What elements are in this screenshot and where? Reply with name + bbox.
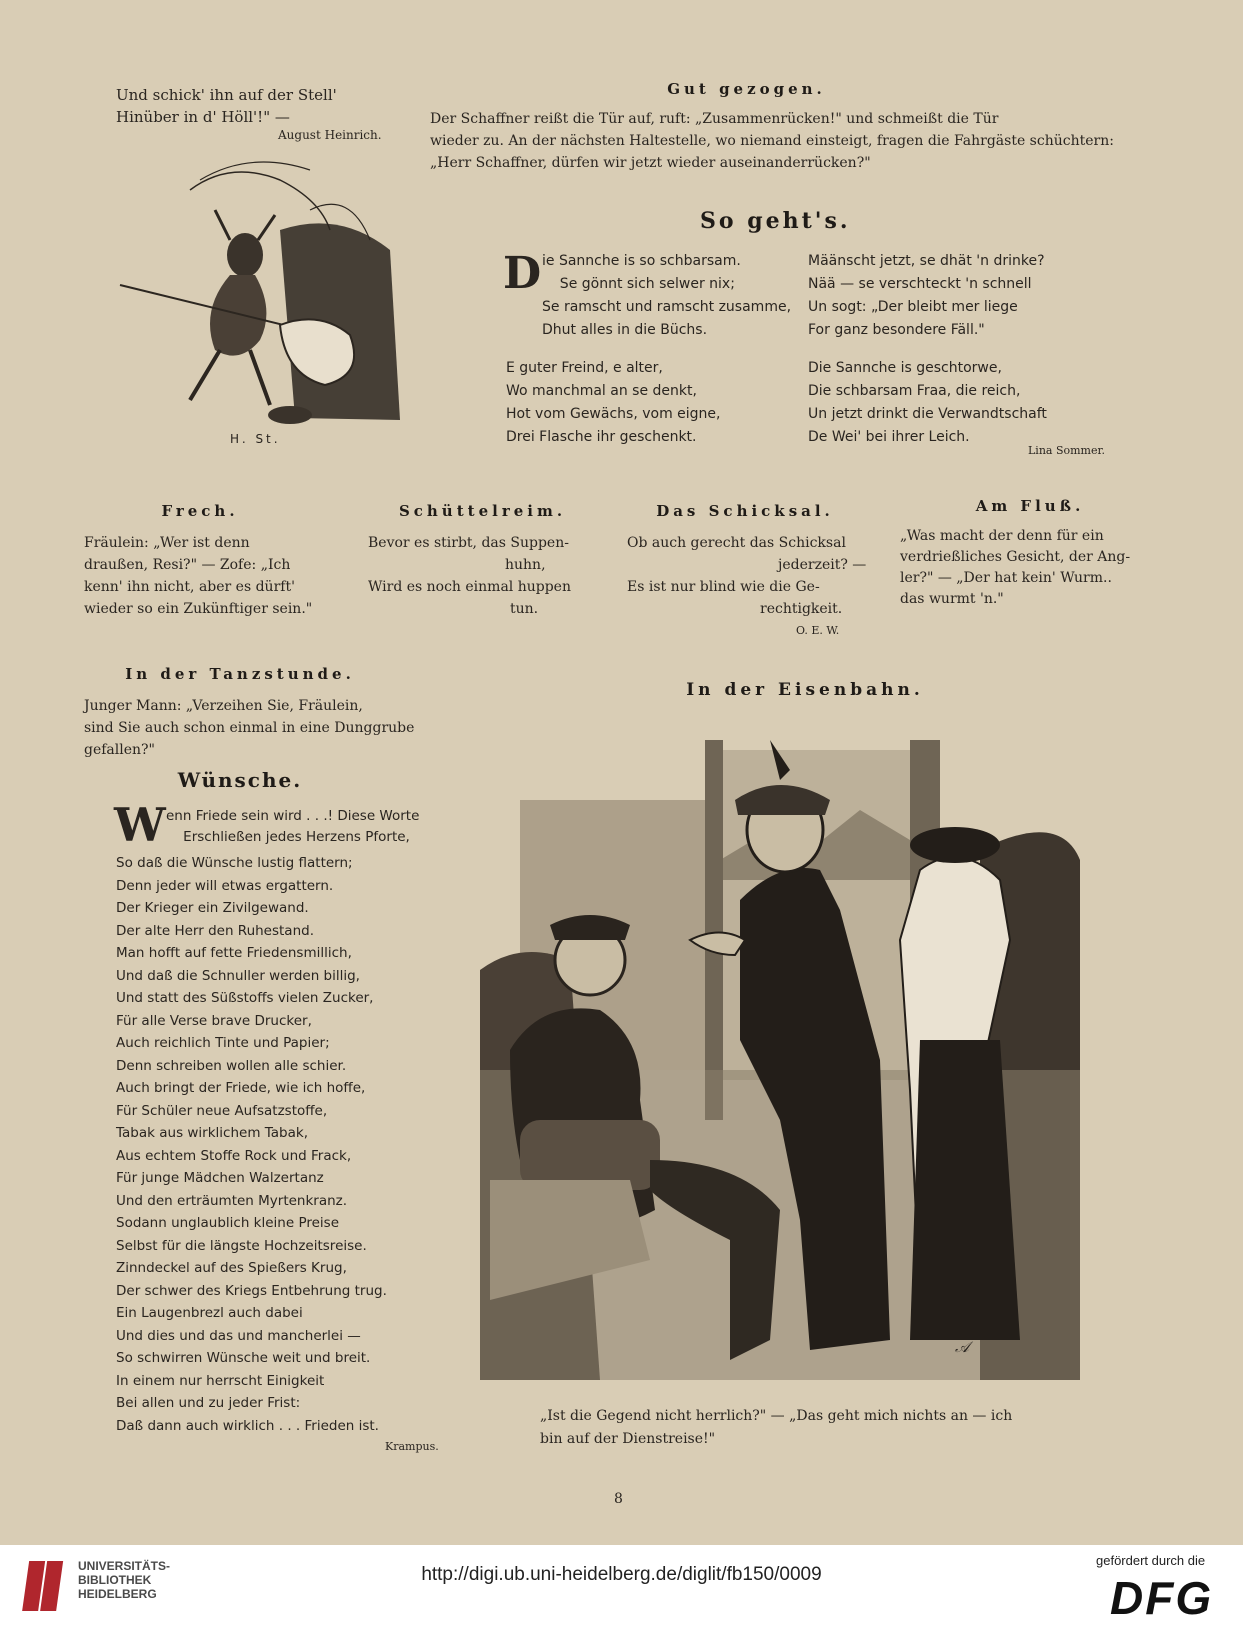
page-url-link[interactable]: http://digi.ub.uni-heidelberg.de/diglit/fb150/0009 (421, 1564, 822, 1585)
so-gehts-col2-stanza1: Määnscht jetzt, se dhät 'n drinke? Nää — se verschteckt 'n schnell Un sogt: „Der bleibt mer liege For ganz besondere Fäll." (808, 253, 1045, 338)
train-illustration-signature: 𝒜 (955, 1338, 970, 1356)
top-left-verse: Und schick' ihn auf der Stell' Hinüber in d' Höll'!" — (116, 86, 337, 126)
devil-illustration (80, 150, 410, 460)
dfg-logo: DFG (1110, 1572, 1214, 1624)
frech-text: Fräulein: „Wer ist denn draußen, Resi?" — Zofe: „Ich kenn' ihn nicht, aber es dürft' wieder so ein Zukünftiger sein." (84, 535, 313, 617)
illustration-signature: H. St. (230, 432, 281, 446)
so-gehts-col1-stanza1: ie Sannche is so schbarsam. Se gönnt sich selwer nix; Se ramscht und ramscht zusamme, Dhut alles in die Büchs. (542, 253, 792, 338)
gut-gezogen-text: Der Schaffner reißt die Tür auf, ruft: „Zusammenrücken!" und schmeißt die Tür wieder zu. An der nächsten Haltestelle, wo niemand einsteigt, fragen die Fahrgäste schüchtern: „Herr Schaffner, dürfen wir jetzt wieder auseinanderrücken?" (430, 111, 1114, 171)
so-gehts-col1-stanza2: E guter Freind, e alter, Wo manchmal an se denkt, Hot vom Gewächs, vom eigne, Drei Flasche ihr geschenkt. (506, 360, 721, 445)
so-gehts-col2-stanza2: Die Sannche is geschtorwe, Die schbarsam Fraa, die reich, Un jetzt drinkt die Verwandtschaft De Wei' bei ihrer Leich. (808, 360, 1047, 445)
schuettelreim-line1: Bevor es stirbt, das Suppen- (368, 535, 569, 551)
eisenbahn-title: In der Eisenbahn. (686, 680, 924, 700)
wuensche-lines: So daß die Wünsche lustig flattern; Denn jeder will etwas ergattern. Der Krieger ein Zivilgewand. Der alte Herr den Ruhestand. Man hofft auf fette Friedensmillich, Und daß die Schnuller werden billig, Und statt des Süßstoffs vielen Zucker, Für alle Verse brave Drucker, Auch reichlich Tinte und Papier; Denn schreiben wollen alle schier. Auch bringt der Friede, wie ich hoffe, Für Schüler neue Aufsatzstoffe, Tabak aus wirklichem Tabak, Aus echtem Stoffe Rock und Frack, Für junge Mädchen Walzertanz Und den erträumten Myrtenkranz. Sodann unglaublich kleine Preise Selbst für die längste Hochzeitsreise. Zinndeckel auf des Spießers Krug, Der schwer des Kriegs Entbehrung trug. Ein Laugenbrezl auch dabei Und dies und das und mancherlei — So schwirren Wünsche weit und breit. In einem nur herrscht Einigkeit Bei allen und zu jeder Frist: Daß dann auch wirklich . . . Frieden ist. (116, 855, 387, 1434)
schuettelreim-line1b: huhn, (505, 557, 546, 573)
so-gehts-author: Lina Sommer. (1028, 444, 1106, 457)
funded-by-text: gefördert durch die (1096, 1553, 1206, 1568)
schicksal-line1b: jederzeit? — (778, 557, 867, 573)
am-fluss-title: Am Fluß. (975, 497, 1085, 515)
wuensche-first-lines: enn Friede sein wird . . .! Diese Worte Erschließen jedes Herzens Pforte, (166, 808, 420, 845)
schuettelreim-title: Schüttelreim. (398, 502, 567, 520)
wuensche-title: Wünsche. (177, 768, 303, 792)
eisenbahn-caption: „Ist die Gegend nicht herrlich?" — „Das geht mich nichts an — ich bin auf der Dienstreise!" (540, 1408, 1013, 1447)
frech-title: Frech. (161, 502, 239, 520)
gut-gezogen-title: Gut gezogen. (667, 80, 826, 98)
so-gehts-title: So geht's. (700, 208, 851, 234)
top-left-verse-author: August Heinrich. (278, 128, 382, 142)
wuensche-author: Krampus. (385, 1440, 439, 1453)
schicksal-line2: Es ist nur blind wie die Ge- (627, 579, 820, 595)
am-fluss-text: „Was macht der denn für ein verdrießliches Gesicht, der Ang- ler?" — „Der hat kein' Wurm.. das wurmt 'n." (900, 528, 1131, 607)
tanzstunde-title: In der Tanzstunde. (125, 665, 355, 683)
schuettelreim-line2: Wird es noch einmal huppen (368, 579, 571, 595)
train-illustration (480, 740, 1080, 1380)
schicksal-author: O. E. W. (796, 624, 840, 637)
train-scene-drawing (480, 740, 1080, 1380)
devil-drawing (80, 150, 410, 460)
page-number: 8 (614, 1491, 623, 1507)
wuensche-initial: W (114, 798, 166, 852)
schicksal-line1: Ob auch gerecht das Schicksal (627, 535, 846, 551)
schuettelreim-line2b: tun. (510, 601, 539, 617)
schicksal-line2b: rechtigkeit. (760, 601, 843, 617)
footer-bar (0, 1545, 1243, 1634)
schicksal-title: Das Schicksal. (656, 502, 834, 520)
ub-logo-text: UNIVERSITÄTS- BIBLIOTHEK HEIDELBERG (78, 1559, 171, 1601)
so-gehts-initial: D (503, 248, 542, 299)
tanzstunde-text: Junger Mann: „Verzeihen Sie, Fräulein, sind Sie auch schon einmal in eine Dunggrube gefallen?" (84, 698, 415, 758)
